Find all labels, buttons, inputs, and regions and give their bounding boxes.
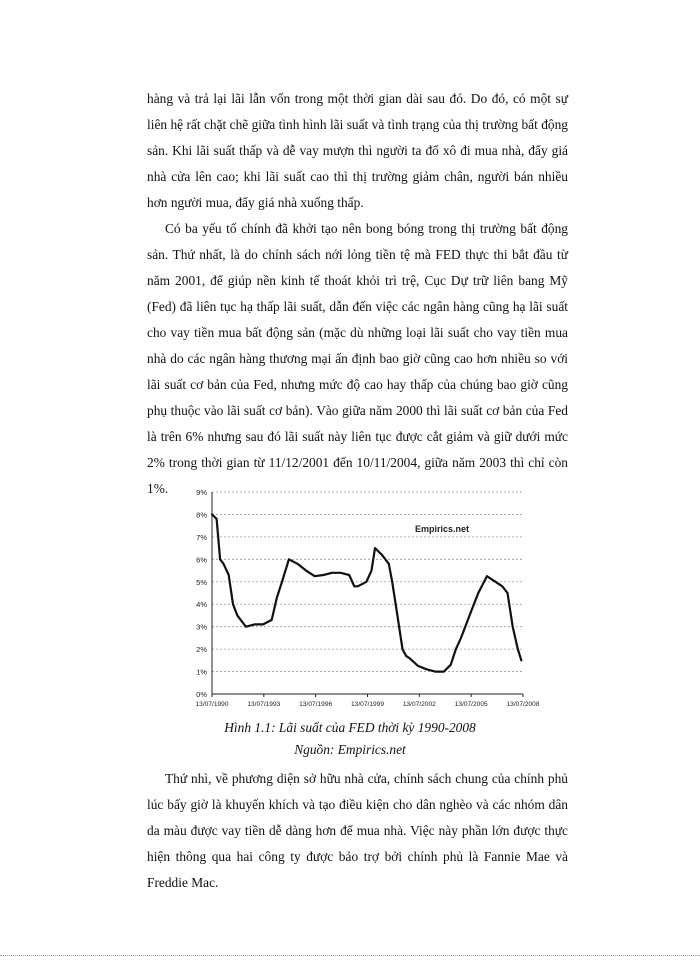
x-tick-label: 13/07/2002 (402, 701, 436, 708)
x-tick-label: 13/07/1999 (350, 701, 385, 708)
paragraph-first-factor: Có ba yếu tố chính đã khởi tạo nên bong bóng trong thị trường bất động sản. Thứ nhất, là do chính sách nới lỏng tiền tệ mà FED thực thi bắt đầu từ năm 2001, để giúp nền kinh tế thoát khỏi trì trệ, Cục Dự trữ liên bang Mỹ (Fed) đã liên tục hạ thấp lãi suất, dẫn đến việc các ngân hàng cũng hạ lãi suất cho vay tiền mua bất động sản (mặc dù những loại lãi suất cho vay tiền mua nhà do các ngân hàng thương mại ấn định bao giờ cũng cao hơn nhiều so với lãi suất cơ bản của Fed, nhưng mức độ cao hay thấp của chúng bao giờ cũng phụ thuộc vào lãi suất cơ bản). Vào giữa năm 2000 thì lãi suất cơ bản của Fed là trên 6% nhưng sau đó lãi suất này liên tục được cắt giảm và giữ dưới mức 2% trong thời gian từ 11/12/2001 đến 10/11/2004, giữa năm 2003 thì chỉ còn 1%. (147, 221, 568, 496)
y-tick-label: 9% (196, 488, 207, 497)
figure-source: Nguồn: Empirics.net (294, 742, 406, 757)
x-tick-label: 13/07/1993 (247, 701, 281, 708)
y-tick-label: 4% (196, 600, 207, 610)
y-tick-label: 2% (196, 645, 207, 655)
page-bottom-divider (0, 955, 700, 956)
y-tick-label: 1% (196, 667, 207, 677)
y-tick-label: 7% (196, 532, 207, 542)
x-tick-label: 13/07/1990 (195, 701, 229, 708)
x-tick-label: 13/07/1996 (299, 701, 333, 708)
x-tick-label: 13/07/2005 (454, 701, 488, 708)
y-tick-label: 3% (196, 622, 207, 632)
x-tick-label: 13/07/2008 (506, 701, 540, 708)
fed-rate-chart (185, 484, 540, 712)
figure-caption: Hình 1.1: Lãi suất của FED thời kỳ 1990-2008 (224, 720, 476, 735)
y-tick-label: 6% (196, 555, 207, 565)
y-tick-label: 5% (196, 577, 207, 587)
y-tick-label: 8% (196, 510, 207, 520)
chart-background (185, 484, 535, 712)
y-tick-label: 0% (196, 690, 207, 699)
paragraph-intro: hàng và trả lại lãi lẫn vốn trong một thời gian dài sau đó. Do đó, có một sự liên hệ rất chặt chẽ giữa tình hình lãi suất và tình trạng của thị trường bất động sản. Khi lãi suất thấp và dễ vay mượn thì người ta đổ xô đi mua nhà, đẩy giá nhà cửa lên cao; khi lãi suất cao thì thị trường giảm chân, người bán nhiều hơn người mua, đẩy giá nhà xuống thấp. (147, 91, 568, 210)
paragraph-second-factor: Thứ nhì, về phương diện sở hữu nhà cửa, chính sách chung của chính phủ lúc bấy giờ là khuyến khích và tạo điều kiện cho dân nghèo và các nhóm dân da màu được vay tiền dễ dàng hơn để mua nhà. Việc này phần lớn được thực hiện thông qua hai công ty được bảo trợ bởi chính phủ là Fannie Mae và Freddie Mac. (147, 771, 568, 890)
chart-watermark: Empirics.net (415, 524, 470, 534)
